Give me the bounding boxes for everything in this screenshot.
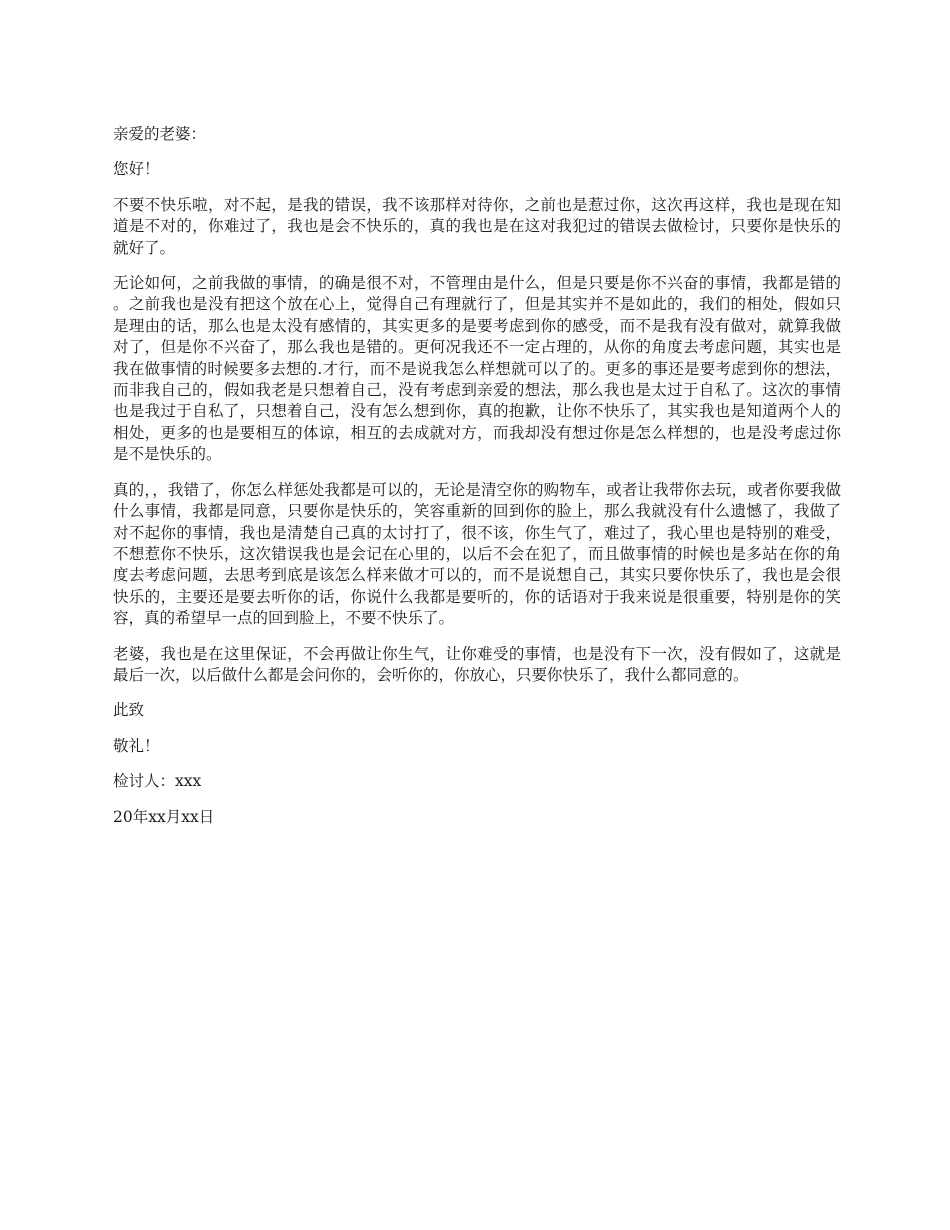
body-paragraph-2: 无论如何，之前我做的事情，的确是很不对，不管理由是什么，但是只要是你不兴奋的事情，我都是错的。之前我也是没有把这个放在心上，觉得自己有理就行了，但是其实并不是如此的，我们的相处，假如只是理由的话，那么也是太没有感情的，其实更多的是要考虑到你的感受，而不是我有没有做对，就算我做对了，但是你不兴奋了，那么我也是错的。更何况我还不一定占理的，从你的角度去考虑问题，其实也是我在做事情的时候要多去想的.才行，而不是说我怎么样想就可以了的。更多的事还是要考虑到你的想法，而非我自己的，假如我老是只想着自己，没有考虑到亲爱的想法，那么我也是太过于自私了。这次的事情也是我过于自私了，只想着自己，没有怎么想到你，真的抱歉，让你不快乐了，其实我也是知道两个人的相处，更多的也是要相互的体谅，相互的去成就对方，而我却没有想过你是怎么样想的，也是没考虑过你是不是快乐的。: [113, 274, 841, 464]
date: 20年xx月xx日: [113, 807, 215, 826]
closing-line-2: 敬礼！: [113, 736, 160, 755]
body-paragraph-4: 老婆，我也是在这里保证，不会再做让你生气，让你难受的事情，也是没有下一次，没有假如了，这就是最后一次，以后做什么都是会问你的，会听你的，你放心，只要你快乐了，我什么都同意的。: [113, 644, 841, 684]
closing-line-1: 此致: [113, 701, 145, 720]
body-paragraph-3: 真的，，我错了，你怎么样惩处我都是可以的，无论是清空你的购物车，或者让我带你去玩，或者你要我做什么事情，我都是同意，只要你是快乐的，笑容重新的回到你的脸上，那么我就没有什么遗憾了，我做了对不起你的事情，我也是清楚自己真的太讨打了，很不该，你生气了，难过了，我心里也是特别的难受，不想惹你不快乐，这次错误我也是会记在心里的，以后不会在犯了，而且做事情的时候也是多站在你的角度去考虑问题，去思考到底是该怎么样来做才可以的，而不是说想自己，其实只要你快乐了，我也是会很快乐的，主要还是要去听你的话，你说什么我都是要听的，你的话语对于我来说是很重要，特别是你的笑容，真的希望早一点的回到脸上，不要不快乐了。: [113, 480, 841, 628]
salutation: 亲爱的老婆：: [113, 125, 207, 143]
letter-document: [113, 124, 841, 842]
greeting: 您好！: [113, 160, 160, 179]
signature: 检讨人：xxx: [113, 772, 202, 791]
body-paragraph-1: 不要不快乐啦，对不起，是我的错误，我不该那样对待你，之前也是惹过你，这次再这样，我也是现在知道是不对的，你难过了，我也是会不快乐的，真的我也是在这对我犯过的错误去做检讨，只要你是快乐的就好了。: [113, 195, 841, 257]
